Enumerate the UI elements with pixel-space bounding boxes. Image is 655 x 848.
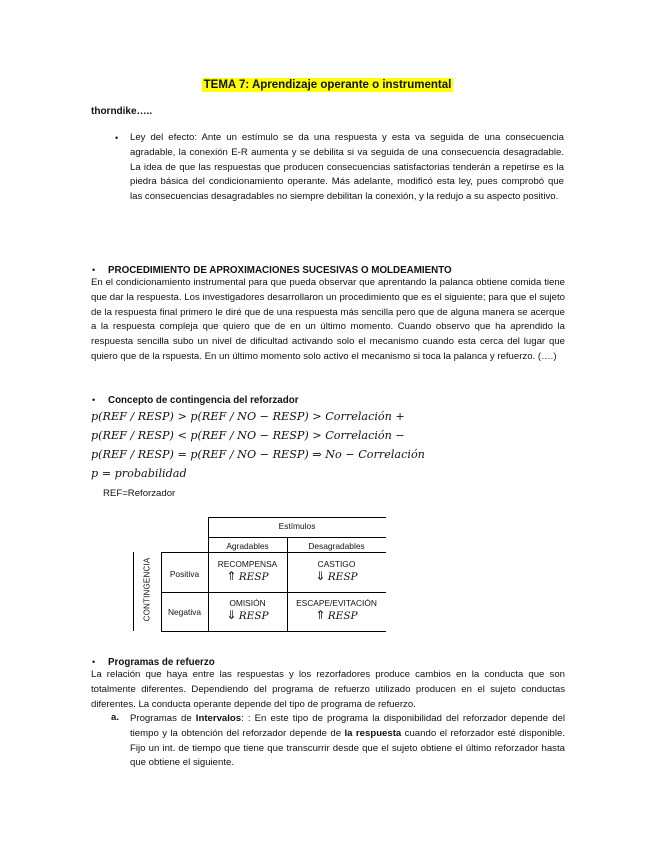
item-a-bold2: la respuesta [344, 727, 402, 739]
arrow-up-icon: ⇑ [315, 608, 326, 622]
row-label-negativa: Negativa [167, 607, 202, 617]
resp-label: RESP [327, 571, 358, 583]
resp-label: RESP [238, 610, 269, 622]
subtitle: thorndike….. [91, 106, 153, 117]
escape-label: ESCAPE/EVITACIÓN [296, 598, 377, 608]
resp-label: RESP [327, 610, 358, 622]
bullet-icon: • [92, 395, 96, 405]
item-a-text [130, 712, 565, 771]
cell-recompensa [208, 559, 287, 583]
programs-heading: Programas de refuerzo [108, 657, 215, 668]
recompensa-label: RECOMPENSA [217, 559, 278, 569]
ref-note: REF=Reforzador [103, 488, 176, 499]
cell-escape-evitacion [287, 598, 386, 622]
contingency-heading: Concepto de contingencia del reforzador [108, 395, 299, 406]
item-a-mid: : : En este tipo de programa la disponibilidad del reforzador depende del tiempo y la obtención del reforzador depende de [130, 713, 566, 739]
formula-probability-definition: p = probabilidad [91, 467, 187, 480]
shaping-text: En el condicionamiento instrumental para que pueda observar que aprentando la palanca obtiene comida tiene que dar la respuesta. Los investigadores desarrollaron un procedimiento que es el siguiente; para que el sujeto de la respuesta final primero le diré que de una respuesta más sencilla pero que de alguna manera se acerque a la respuesta compleja que quiero que de en un último momento. Cuando observo que ha aprendido la respuesta sencilla subo un nivel de dificultad activando solo el mecanismo cuando esta cerca del lugar que quiero que de la rspuesta. En un último momento solo activo el mecanismo si toca la palanca y refuerzo. (….) [91, 277, 565, 362]
cell-castigo [287, 559, 386, 583]
header-desagradables: Desagradables [308, 541, 365, 551]
arrow-down-icon: ⇓ [226, 608, 237, 622]
item-a-label: a. [111, 712, 120, 723]
item-a-bold: Intervalos [195, 713, 242, 724]
formula-negative-correlation: p(REF / RESP) < p(REF / NO − RESP) > Correlación − [91, 429, 405, 442]
page-title: TEMA 7: Aprendizaje operante o instrumental [203, 79, 452, 91]
row-label-positiva: Positiva [169, 569, 200, 579]
law-of-effect-text: Ley del efecto: Ante un estímulo se da una respuesta y esta va seguida de una consecuencia agradable, la conexión E-R aumenta y se debilita si va seguida de una consecuencia desagradable. La idea de que las respuestas que producen consecuencias satisfactorias tenderán a repetirse es la piedra básica del condicionamiento operante. Más adelante, modificó esta ley, pues comprobó que las consecuencias desagradables no siempre debilitan la conexión, y la redujo a su aspecto positivo. [130, 132, 564, 203]
header-estimulos: Estímulos [278, 521, 316, 531]
resp-label: RESP [238, 571, 269, 583]
cell-omision [208, 598, 287, 622]
bullet-icon: • [92, 265, 96, 275]
castigo-label: CASTIGO [317, 559, 356, 569]
omision-label: OMISIÓN [229, 598, 266, 608]
programs-text: La relación que haya entre las respuestas y los rezorfadores produce cambios en la conducta que son totalmente diferentes. Dependiendo del programa de refuerzo utilizado producen en el sujeto conductas diferentes. La conducta operante depende del tipo de programa de refuerzo. [91, 669, 565, 710]
header-agradables: Agradables [226, 541, 269, 551]
item-a-pre: Programas de [130, 713, 196, 724]
arrow-down-icon: ⇓ [315, 569, 326, 583]
arrow-up-icon: ⇑ [226, 569, 237, 583]
item-a-post: cuando el reforzador esté disponible. Fijo un int. de tiempo que tiene que transcurrir desde que el sujeto obtiene el último reforzador hasta que obtiene el siguiente. [130, 727, 565, 769]
shaping-heading: PROCEDIMIENTO DE APROXIMACIONES SUCESIVAS O MOLDEAMIENTO [108, 265, 452, 276]
header-contingencia: CONTINGENCIA [142, 557, 152, 622]
formula-positive-correlation: p(REF / RESP) > p(REF / NO − RESP) > Correlación + [91, 410, 405, 423]
formula-no-correlation: p(REF / RESP) = p(REF / NO − RESP) ⇒ No − Correlación [91, 448, 425, 461]
bullet-icon: • [115, 133, 119, 143]
bullet-icon: • [92, 657, 96, 667]
